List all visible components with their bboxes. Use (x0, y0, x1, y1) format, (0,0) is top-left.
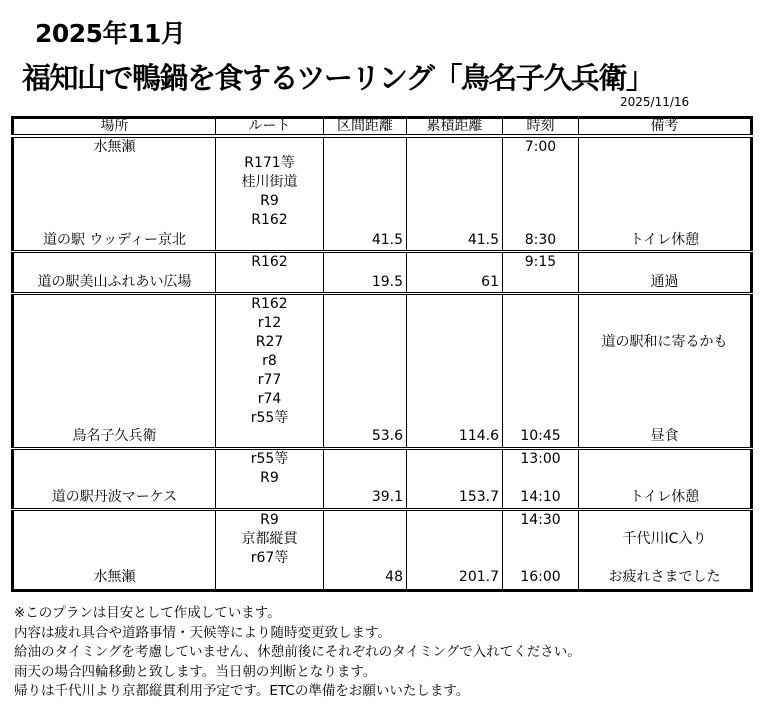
route-item: R27 (255, 334, 284, 350)
table-row (13, 449, 752, 510)
remarks-cell (579, 510, 752, 591)
section-distance: 41.5 (371, 232, 403, 248)
route-item: R171等 (244, 155, 295, 171)
table-row (13, 510, 752, 591)
time-cell (503, 136, 579, 252)
total-distance-cell (407, 510, 503, 591)
header-total-distance: 累積距離 (407, 118, 503, 137)
end-time: 16:00 (520, 569, 561, 585)
route-cell (216, 294, 324, 449)
end-time: 14:10 (520, 489, 561, 505)
place-cell (13, 510, 216, 591)
end-place: 道の駅美山ふれあい広場 (37, 274, 192, 290)
table-header-row (13, 118, 752, 137)
note-line: 内容は疲れ具合や道路事情・天候等により随時変更致します。 (14, 624, 391, 641)
route-item: 京都縦貫 (241, 531, 298, 547)
total-distance: 41.5 (467, 232, 499, 248)
header-place: 場所 (13, 118, 216, 137)
plan-date: 2025/11/16 (620, 95, 690, 109)
total-distance-cell (407, 449, 503, 510)
route-item: R162 (251, 254, 288, 270)
end-place: 水無瀬 (93, 569, 136, 585)
route-item: 桂川街道 (241, 174, 298, 190)
start-time: 14:30 (520, 512, 561, 528)
remarks-cell (579, 294, 752, 449)
time-cell (503, 449, 579, 510)
section-distance-cell (324, 449, 407, 510)
table-row (13, 136, 752, 252)
route-item: r67等 (250, 550, 289, 566)
route-item: R162 (251, 296, 288, 312)
route-item: r55等 (250, 451, 289, 467)
time-cell (503, 252, 579, 294)
total-distance-cell (407, 294, 503, 449)
notes-section (14, 604, 581, 702)
note-line: 給油のタイミングを考慮していません、休憩前後にそれぞれのタイミングで入れてください。 (14, 644, 581, 660)
section-distance-cell (324, 510, 407, 591)
total-distance-cell (407, 252, 503, 294)
route-cell (216, 252, 324, 294)
time-cell (503, 510, 579, 591)
place-cell (13, 136, 216, 252)
remark: 通過 (650, 274, 679, 290)
route-cell (216, 449, 324, 510)
section-distance-cell (324, 294, 407, 449)
section-distance: 48 (385, 569, 403, 585)
route-item: R162 (251, 212, 288, 228)
note-line: 雨天の場合四輪移動と致します。当日朝の判断となります。 (14, 663, 377, 680)
remark: 昼食 (650, 428, 679, 444)
remark: トイレ休憩 (629, 489, 700, 505)
route-item: R9 (260, 193, 279, 209)
route-cell (216, 510, 324, 591)
route-item: R9 (260, 512, 279, 528)
header-remarks: 備考 (579, 118, 752, 137)
total-distance: 153.7 (458, 489, 499, 505)
total-distance: 61 (481, 274, 499, 290)
end-time: 10:45 (520, 428, 561, 444)
remark: 道の駅和に寄るかも (601, 334, 728, 350)
place-cell (13, 449, 216, 510)
note-line: ※このプランは目安として作成しています。 (14, 605, 281, 621)
table-row (13, 294, 752, 449)
route-item: r77 (257, 372, 282, 388)
start-time: 9:15 (524, 254, 557, 270)
start-time: 13:00 (520, 451, 561, 467)
route-item: r55等 (250, 410, 289, 426)
remark: 千代川IC入り (622, 531, 707, 547)
remark: お疲れさまでした (608, 569, 721, 585)
route-item: R9 (260, 470, 279, 486)
total-distance-cell (407, 136, 503, 252)
route-cell (216, 136, 324, 252)
total-distance: 201.7 (458, 569, 499, 585)
section-distance-cell (324, 252, 407, 294)
remarks-cell (579, 252, 752, 294)
time-cell (503, 294, 579, 449)
note-line: 帰りは千代川より京都縦貫利用予定です。ETCの準備をお願いいたします。 (14, 683, 470, 699)
end-place: 道の駅 ウッディー京北 (42, 232, 187, 248)
touring-plan-table (11, 116, 753, 592)
route-item: r12 (257, 315, 282, 331)
place-cell (13, 252, 216, 294)
remarks-cell (579, 136, 752, 252)
table-row (13, 252, 752, 294)
start-place: 水無瀬 (93, 139, 136, 155)
page-title: 福知山で鴨鍋を食するツーリング「鳥名子久兵衛」 (22, 61, 654, 95)
route-item: r74 (257, 391, 282, 407)
section-distance: 19.5 (371, 274, 403, 290)
end-place: 道の駅丹波マーケス (51, 489, 178, 505)
remark: トイレ休憩 (629, 232, 700, 248)
header-section-distance: 区間距離 (324, 118, 407, 137)
section-distance: 53.6 (371, 428, 403, 444)
section-distance-cell (324, 136, 407, 252)
end-time: 8:30 (524, 232, 557, 248)
place-cell (13, 294, 216, 449)
section-distance: 39.1 (371, 489, 403, 505)
route-item: r8 (262, 353, 277, 369)
start-time: 7:00 (524, 139, 557, 155)
page-title-month: 2025年11月 (35, 19, 186, 48)
end-place: 鳥名子久兵衛 (72, 428, 157, 444)
header-time: 時刻 (503, 118, 579, 137)
total-distance: 114.6 (458, 428, 499, 444)
remarks-cell (579, 449, 752, 510)
header-route: ルート (216, 118, 324, 137)
